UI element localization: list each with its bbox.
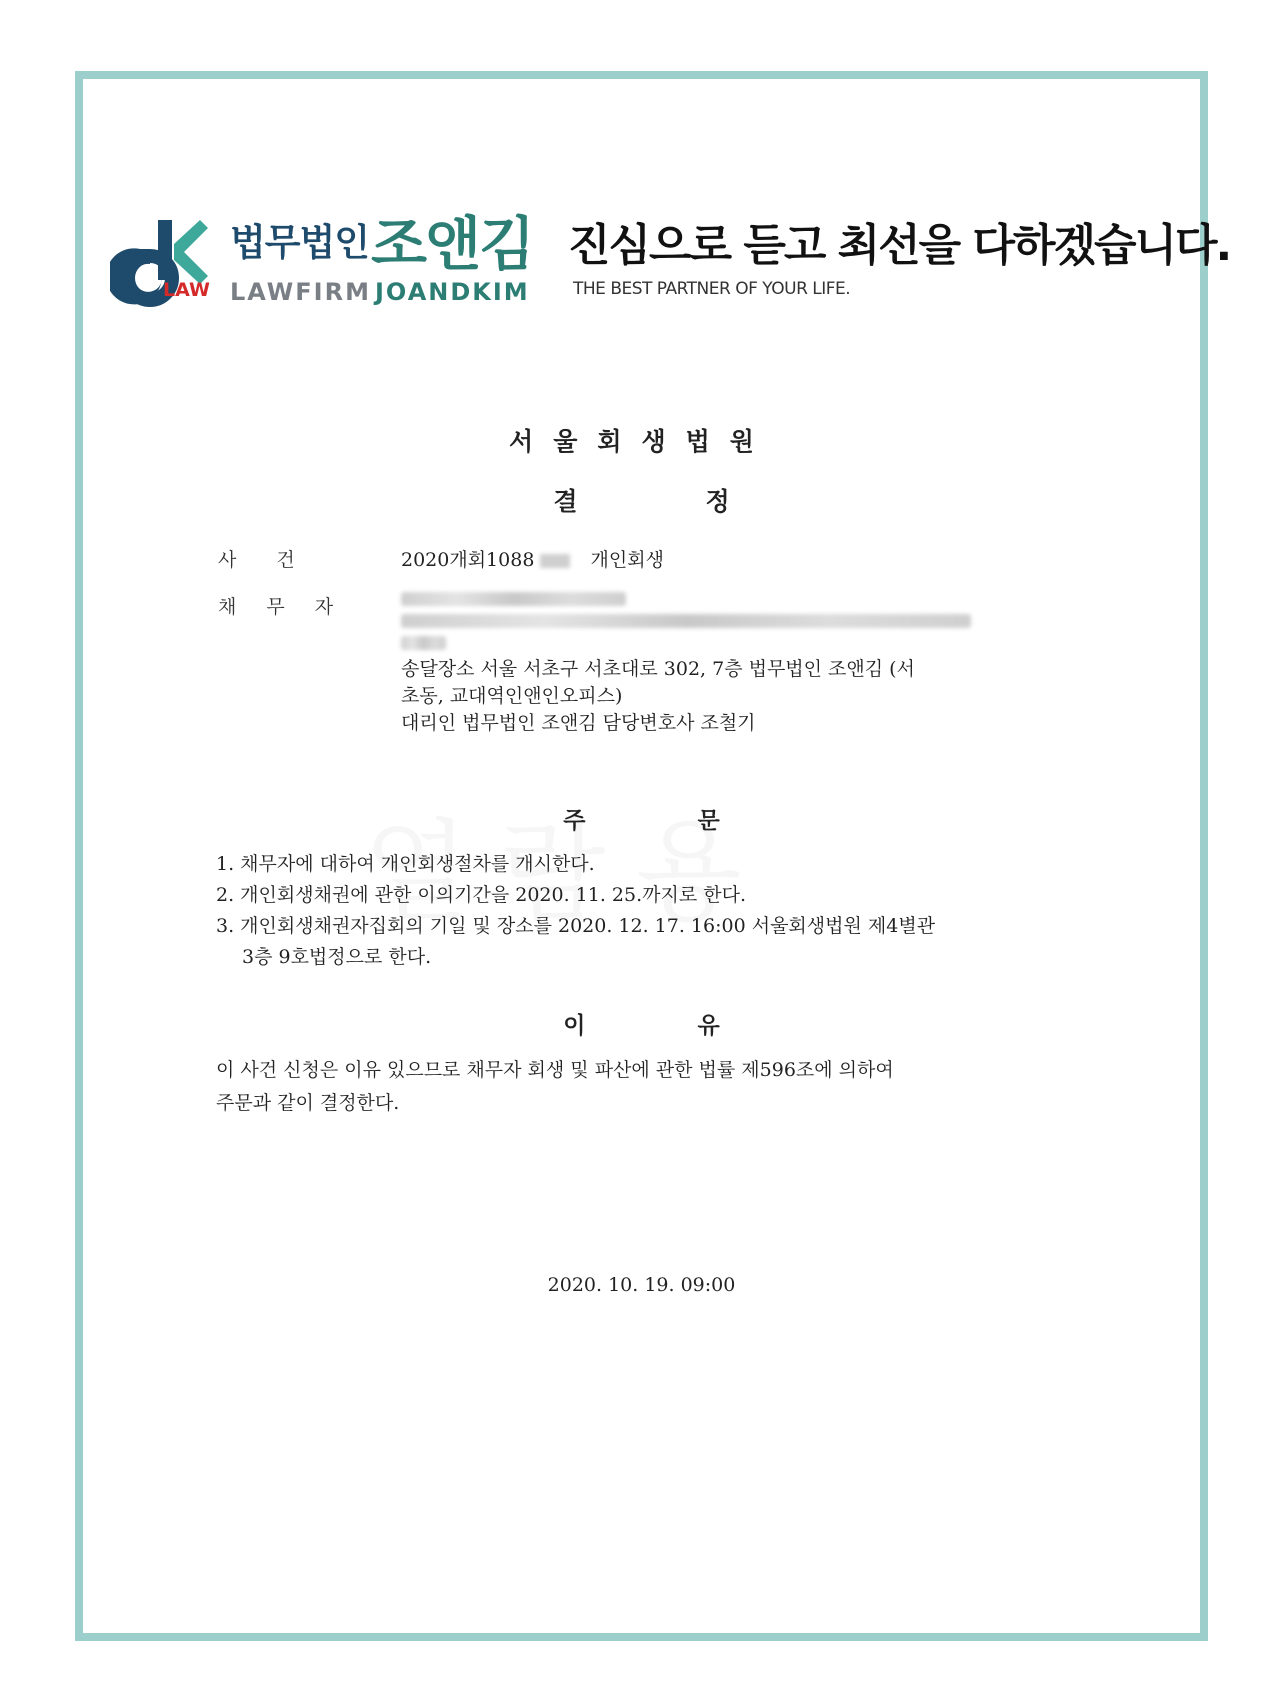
reason-heading: 이유 xyxy=(563,1013,832,1039)
agent-line: 대리인 법무법인 조앤김 담당변호사 조철기 xyxy=(401,712,756,734)
debtor-label: 채무자 xyxy=(218,596,364,618)
order-item: 1. 채무자에 대하여 개인회생절차를 개시한다. xyxy=(216,853,595,875)
case-number xyxy=(401,545,664,572)
delivery-line: 송달장소 서울 서초구 서초대로 302, 7층 법무법인 조앤김 (서 xyxy=(401,658,915,680)
brand-kr-big: 조앤김 xyxy=(371,210,534,278)
redacted-line xyxy=(401,614,971,628)
order-heading: 주문 xyxy=(563,808,832,834)
case-number-text: 2020개회1088 xyxy=(401,549,535,571)
reason-text xyxy=(216,1054,996,1120)
reason-line: 주문과 같이 결정한다. xyxy=(216,1092,400,1114)
debtor-address xyxy=(401,656,991,737)
reason-line: 이 사건 신청은 이유 있으므로 채무자 회생 및 파산에 관한 법률 제596조에 의하여 xyxy=(216,1059,894,1081)
case-label: 사건 xyxy=(218,549,335,571)
order-item: 3. 개인회생채권자집회의 기일 및 장소를 2020. 12. 17. 16:00 서울회생법원 제4별관 xyxy=(216,915,936,937)
court-name: 서울회생법원 xyxy=(509,427,774,456)
order-list xyxy=(216,849,996,973)
debtor-redacted xyxy=(401,584,971,658)
delivery-line: 초동, 교대역인앤인오피스) xyxy=(401,685,623,707)
document-frame xyxy=(75,71,1231,1641)
slogan: 진심으로 듣고 최선을 다하겠습니다. xyxy=(568,220,1231,271)
decision-date: 2020. 10. 19. 09:00 xyxy=(547,1274,736,1296)
order-item: 3층 9호법정으로 한다. xyxy=(242,946,432,968)
order-item: 2. 개인회생채권에 관한 이의기간을 2020. 11. 25.까지로 한다. xyxy=(216,884,746,906)
document-type: 결정 xyxy=(553,487,858,516)
brand-kr-small: 법무법인 xyxy=(230,221,369,264)
tagline: THE BEST PARTNER OF YOUR LIFE. xyxy=(573,279,851,299)
brand-en: JOANDKIM xyxy=(375,278,530,306)
brand-lawfirm: LAWFIRM xyxy=(230,278,371,306)
logo-law-text: LAW xyxy=(163,279,210,301)
redacted-block xyxy=(540,554,570,568)
redacted-line xyxy=(401,636,446,650)
case-type: 개인회생 xyxy=(590,549,664,571)
redacted-line xyxy=(401,592,626,606)
